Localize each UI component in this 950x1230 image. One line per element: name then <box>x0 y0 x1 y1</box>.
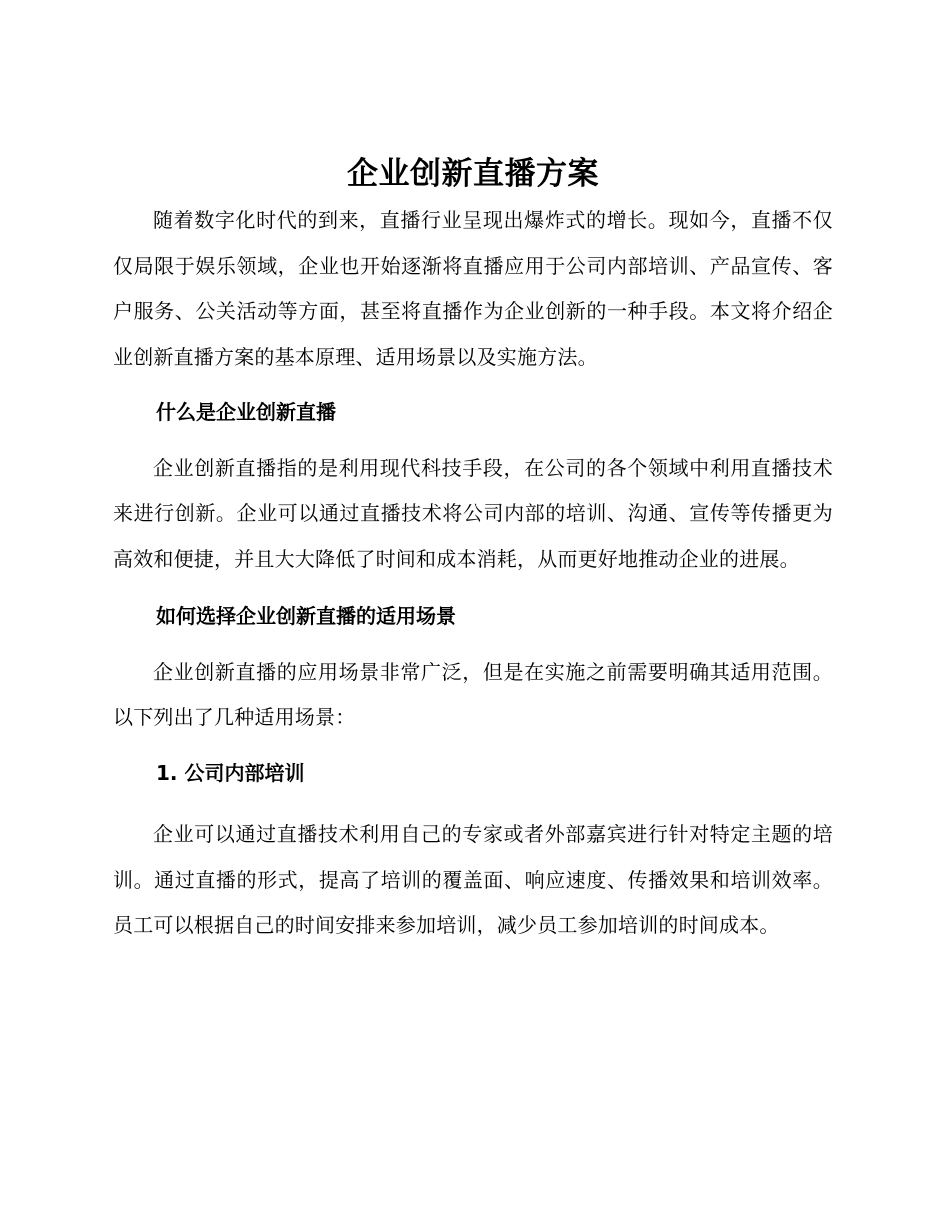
spacer <box>113 640 833 650</box>
spacer <box>113 582 833 594</box>
section-heading-training: 1. 公司内部培训 <box>156 760 305 785</box>
section-heading-how: 如何选择企业创新直播的适用场景 <box>156 604 456 628</box>
spacer <box>113 380 833 390</box>
spacer <box>113 436 833 446</box>
document-title: 企业创新直播方案 <box>347 156 599 192</box>
section-heading-what: 什么是企业创新直播 <box>156 400 336 424</box>
spacer <box>113 796 833 812</box>
training-paragraph: 企业可以通过直播技术利用自己的专家或者外部嘉宾进行针对特定主题的培训。通过直播的形式，提高了培训的覆盖面、响应速度、传播效果和培训效率。员工可以根据自己的时间安排来参加培训，减少员工参加培训的时间成本。 <box>113 822 833 937</box>
intro-paragraph: 随着数字化时代的到来，直播行业呈现出爆炸式的增长。现如今，直播不仅仅局限于娱乐领域，企业也开始逐渐将直播应用于公司内部培训、产品宣传、客户服务、公关活动等方面，甚至将直播作为企业创新的一种手段。本文将介绍企业创新直播方案的基本原理、适用场景以及实施方法。 <box>113 208 833 369</box>
spacer <box>113 741 833 751</box>
what-paragraph: 企业创新直播指的是利用现代科技手段，在公司的各个领域中利用直播技术来进行创新。企业可以通过直播技术将公司内部的培训、沟通、宣传等传播更为高效和便捷，并且大大降低了时间和成本消耗，从而更好地推动企业的进展。 <box>113 455 833 571</box>
document-content <box>113 150 833 949</box>
how-paragraph: 企业创新直播的应用场景非常广泛，但是在实施之前需要明确其适用范围。以下列出了几种适用场景： <box>113 659 833 729</box>
